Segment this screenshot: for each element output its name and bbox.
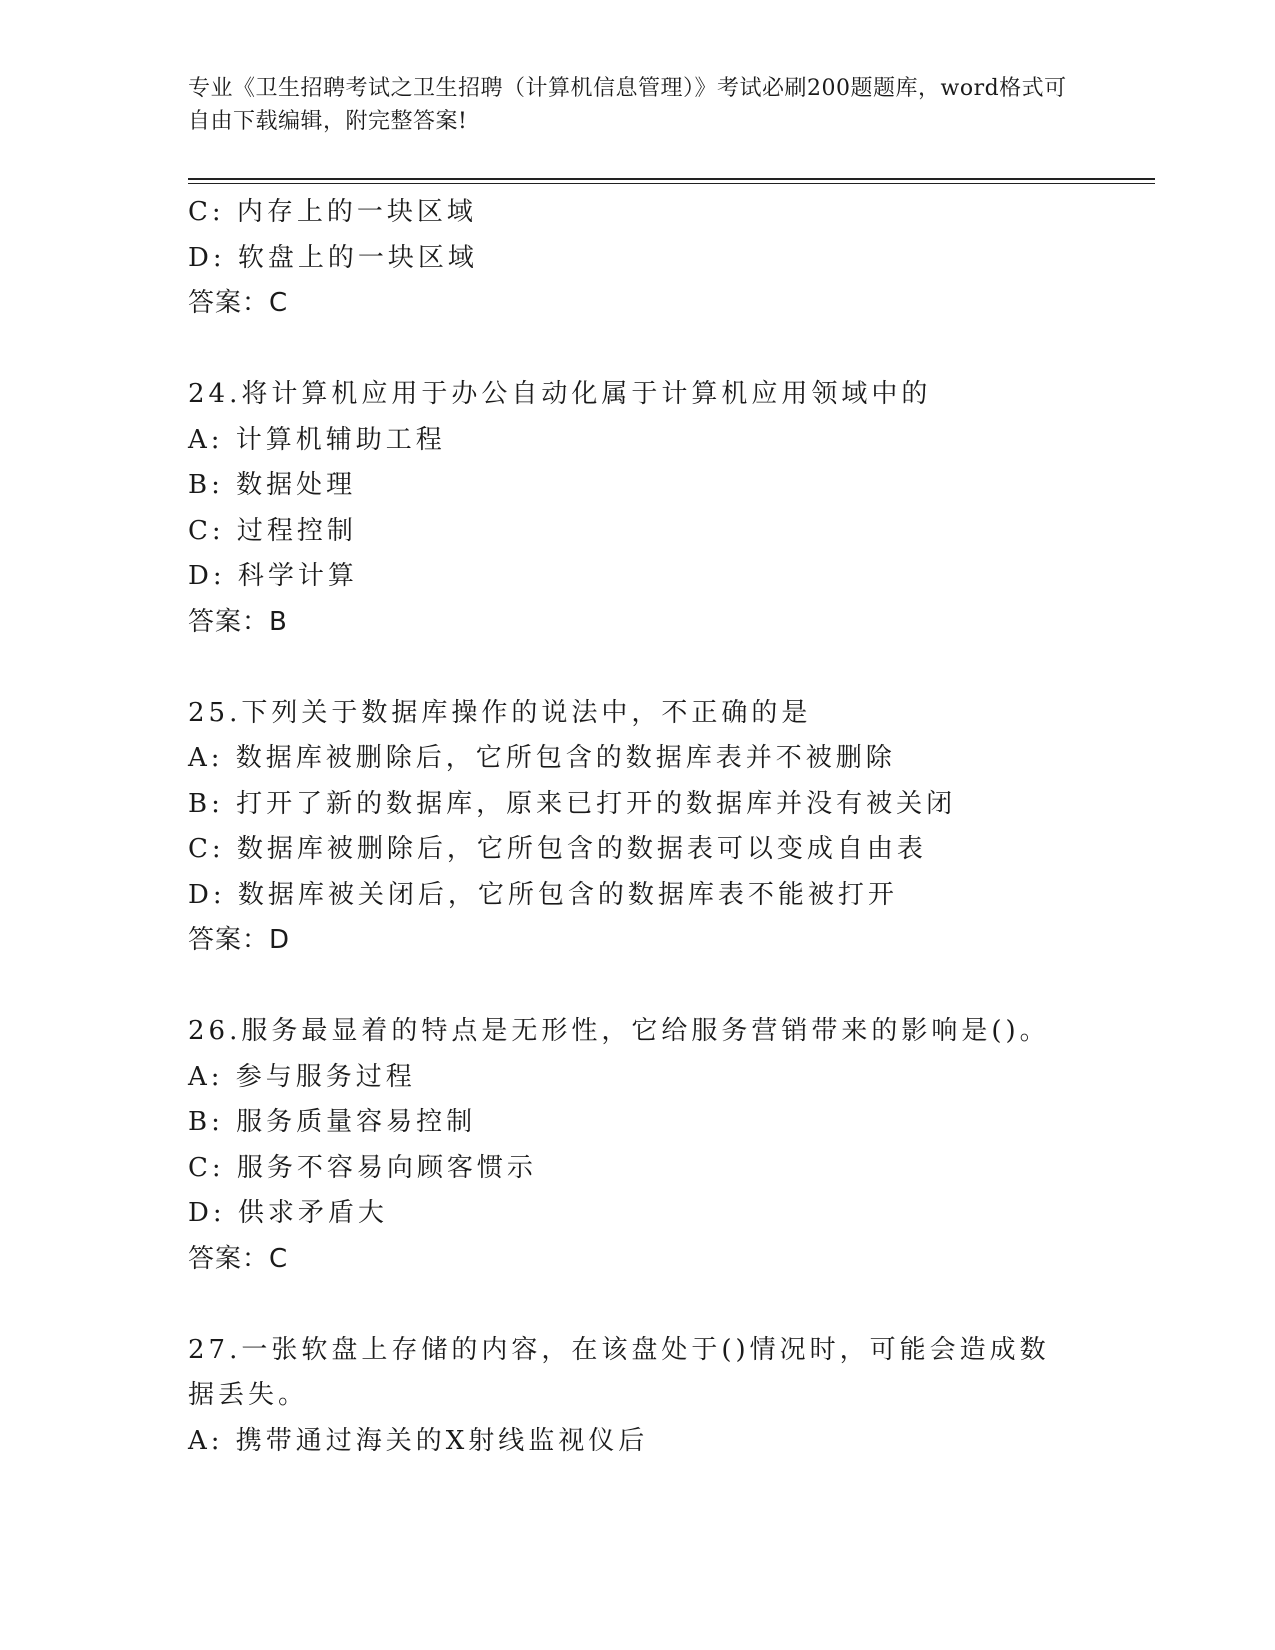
question-stem: 25.下列关于数据库操作的说法中，不正确的是 [188,697,812,728]
header-divider-thick [188,178,1155,180]
question-stem: 24.将计算机应用于办公自动化属于计算机应用领域中的 [188,379,932,409]
option-a: A: 计算机辅助工程 [188,424,446,455]
option-a: A: 数据库被删除后，它所包含的数据库表并不被删除 [188,743,896,773]
option-b: B: 数据处理 [188,470,357,500]
option-d: D: 供求矛盾大 [188,1198,388,1228]
question-26 [188,1009,1088,1282]
option-c: C: 数据库被删除后，它所包含的数据表可以变成自由表 [188,834,927,864]
option-d: D: 数据库被关闭后，它所包含的数据库表不能被打开 [188,879,898,910]
option-a: A: 携带通过海关的X射线监视仪后 [188,1425,649,1456]
option-a: A: 参与服务过程 [188,1061,416,1092]
document-header: 专业《卫生招聘考试之卫生招聘（计算机信息管理）》考试必刷200题题库，word格式可自由下载编辑，附完整答案! [188,76,1067,134]
question-stem: 27.一张软盘上存储的内容，在该盘处于()情况时，可能会造成数据丢失。 [188,1334,1050,1410]
option-c: C: 服务不容易向顾客惯示 [188,1152,537,1183]
header-divider-thin [188,183,1155,184]
question-list [188,190,1088,1464]
option-c: C: 过程控制 [188,515,357,546]
answer-line: 答案：B [188,606,288,637]
option-d: D: 科学计算 [188,561,358,591]
answer-line: 答案：D [188,925,291,955]
question-27 [188,1328,1088,1465]
option-c: C: 内存上的一块区域 [188,197,477,227]
option-d: D: 软盘上的一块区域 [188,242,478,273]
answer-line: 答案：C [188,1243,289,1274]
answer-line: 答案：C [188,288,289,318]
question-stem: 26.服务最显着的特点是无形性，它给服务营销带来的影响是()。 [188,1016,1050,1046]
question-23-continued [188,190,1088,327]
question-25 [188,691,1088,964]
option-b: B: 服务质量容易控制 [188,1107,477,1137]
question-24 [188,372,1088,645]
option-b: B: 打开了新的数据库，原来已打开的数据库并没有被关闭 [188,788,957,819]
